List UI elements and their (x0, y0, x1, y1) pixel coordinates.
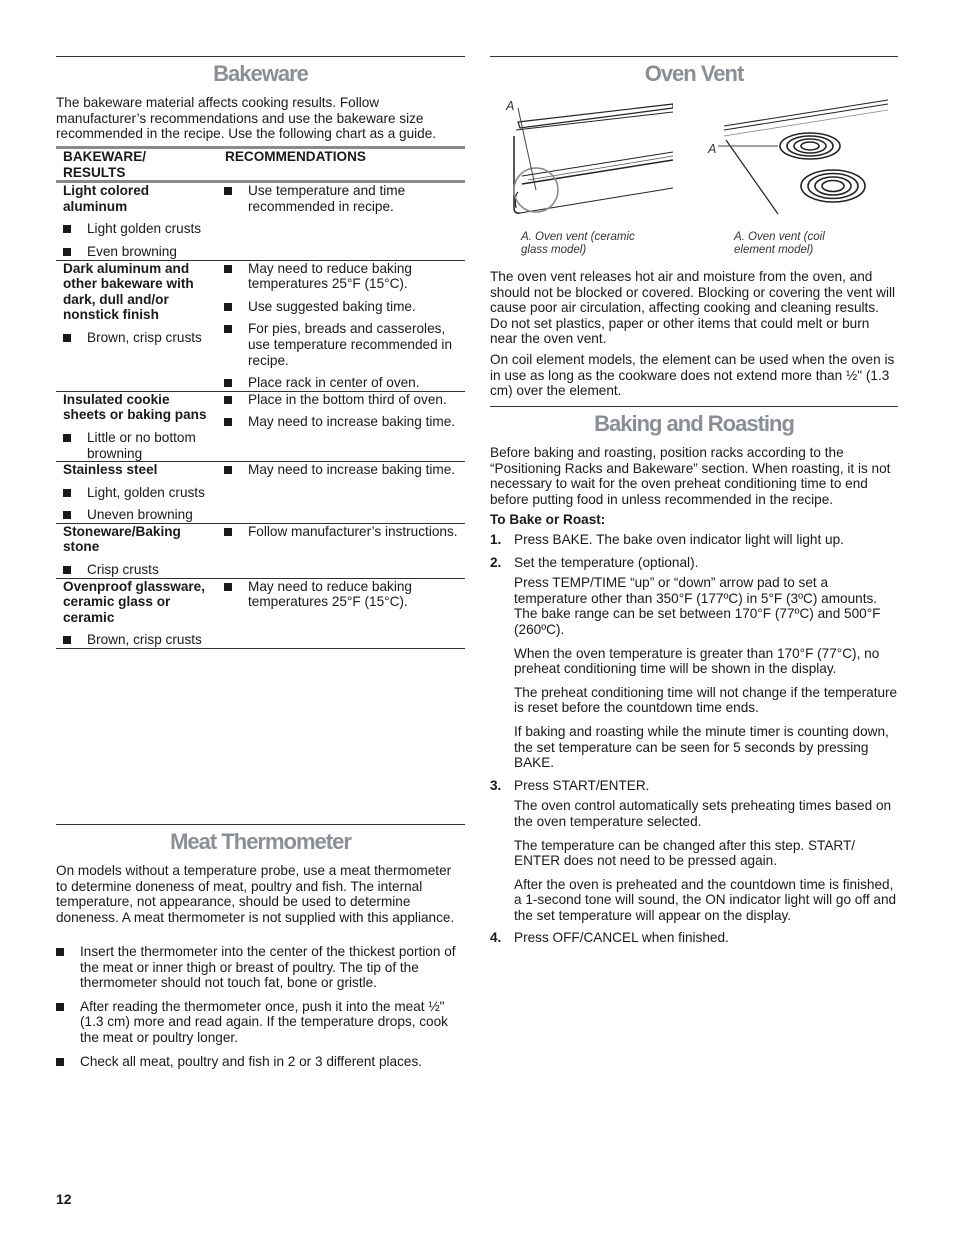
step-number: 3. (490, 777, 502, 793)
bakeware-material: Dark aluminum and other bakeware with dark, dull and/or nonstick finish (63, 260, 194, 323)
meat-thermometer-bullet: After reading the thermometer once, push it into the meat ½" (1.3 cm) more and read again. If the temperature drops, cook the meat or poultry longer. (56, 999, 465, 1046)
bakeware-recommendation-item: May need to reduce baking temperatures 25°F (15°C). (224, 261, 465, 292)
bakeware-recommendations-list (224, 261, 465, 391)
bakeware-title: Bakeware (213, 61, 308, 86)
meat-thermometer-title: Meat Thermometer (170, 829, 351, 854)
bake-roast-step (490, 930, 898, 946)
bakeware-table-row (56, 578, 465, 648)
bakeware-recommendations-list (224, 183, 465, 214)
meat-thermometer-bullet: Check all meat, poultry and fish in 2 or 3 different places. (56, 1054, 465, 1070)
bakeware-recommendations-list (224, 524, 465, 540)
bake-roast-step (490, 778, 898, 924)
section-divider (56, 56, 465, 57)
bakeware-result-item: Uneven browning (63, 507, 212, 523)
meat-thermometer-bullet: Insert the thermometer into the center of the thickest portion of the meat or inner thigh or breast of poultry. The tip of the thermometer should not touch fat, bone or gristle. (56, 944, 465, 991)
step-detail: The preheat conditioning time will not change if the temperature is reset before the countdown time ends. (514, 684, 898, 716)
bake-roast-step (490, 555, 898, 771)
bakeware-recommendation-item: Place rack in center of oven. (224, 375, 465, 391)
bakeware-table (56, 146, 465, 649)
step-detail: The temperature can be changed after this step. START/ ENTER does not need to be pressed again. (514, 837, 856, 869)
bakeware-recommendation-item: Use suggested baking time. (224, 299, 465, 315)
step-text: Press OFF/CANCEL when finished. (514, 930, 729, 946)
bakeware-result-item: Light, golden crusts (63, 485, 212, 501)
bakeware-result-item: Brown, crisp crusts (63, 330, 212, 346)
bakeware-recommendations-list (224, 392, 465, 430)
oven-vent-coil-illustration (718, 96, 893, 221)
oven-vent-paragraph-2: On coil element models, the element can be used when the oven is in use as long as the cookware does not extend more than ½" (1.3 cm) over the element. (490, 352, 895, 399)
step-detail: The oven control automatically sets preheating times based on the oven temperature selected. (514, 798, 892, 829)
bakeware-result-item: Brown, crisp crusts (63, 632, 212, 648)
baking-roasting-title: Baking and Roasting (594, 411, 794, 436)
bakeware-recommendation-item: For pies, breads and casseroles, use temperature recommended in recipe. (224, 321, 465, 368)
bakeware-material: Light colored aluminum (63, 183, 150, 214)
step-text: Press BAKE. The bake oven indicator light will light up. (514, 532, 844, 547)
bake-roast-subheading: To Bake or Roast: (490, 512, 606, 527)
bakeware-table-row (56, 260, 465, 391)
bakeware-result-item: Crisp crusts (63, 562, 212, 578)
bakeware-table-row (56, 523, 465, 578)
step-detail: When the oven temperature is greater than 170°F (77°C), no preheat conditioning time will be shown in the display. (514, 645, 880, 677)
caption-coil: A. Oven vent (coil element model) (734, 231, 825, 256)
bakeware-results-list (63, 485, 212, 523)
step-text: Set the temperature (optional). (514, 554, 699, 570)
bakeware-results-list (63, 430, 212, 461)
bakeware-intro: The bakeware material affects cooking results. Follow manufacturer’s recommendations and use the bakeware size recommended in the recipe. Use the following chart as a guide. (56, 95, 437, 142)
header-recommendations: RECOMMENDATIONS (225, 149, 366, 164)
bakeware-results-list (63, 330, 212, 346)
bakeware-material: Ovenproof glassware, ceramic glass or ceramic (63, 578, 206, 625)
bakeware-material: Stainless steel (63, 462, 158, 478)
oven-vent-ceramic-illustration (498, 96, 673, 221)
bakeware-result-item: Light golden crusts (63, 221, 212, 237)
bakeware-recommendation-item: Use temperature and time recommended in recipe. (224, 183, 465, 214)
oven-vent-title: Oven Vent (644, 61, 744, 86)
bakeware-results-list (63, 221, 212, 259)
bakeware-table-row (56, 182, 465, 260)
bake-roast-step (490, 532, 898, 548)
bakeware-table-row (56, 462, 465, 524)
step-detail: If baking and roasting while the minute timer is counting down, the set temperature can be seen for 5 seconds by pressing BAKE. (514, 723, 889, 771)
step-text: Press START/ENTER. (514, 777, 650, 793)
page-number: 12 (56, 1191, 72, 1207)
bakeware-table-row (56, 391, 465, 461)
bakeware-results-list (63, 632, 212, 648)
meat-thermometer-list (56, 944, 465, 1069)
step-number: 4. (490, 930, 502, 946)
caption-ceramic: A. Oven vent (ceramic glass model) (521, 231, 635, 256)
step-number: 1. (490, 532, 502, 547)
figure-label-a-left: A (506, 99, 515, 113)
bakeware-recommendation-item: May need to increase baking time. (224, 462, 465, 478)
bakeware-table-header (56, 148, 465, 182)
bake-roast-steps (490, 528, 898, 946)
meat-thermometer-intro: On models without a temperature probe, use a meat thermometer to determine doneness of meat, poultry and fish. The internal temperature, not appearance, should be used to determine doneness. A meat thermometer is not supplied with this appliance. (56, 863, 455, 925)
section-divider (490, 406, 898, 407)
header-bakeware-results: BAKEWARE/ RESULTS (63, 149, 147, 180)
bakeware-recommendation-item: May need to reduce baking temperatures 25°F (15°C). (224, 579, 465, 610)
section-divider (490, 56, 898, 57)
bakeware-recommendation-item: Follow manufacturer’s instructions. (224, 524, 465, 540)
figure-label-a-right: A (708, 142, 717, 156)
bakeware-recommendations-list (224, 579, 465, 610)
step-detail: Press TEMP/TIME “up” or “down” arrow pad to set a temperature other than 350°F (177ºC) in 5°F (3ºC) amounts. The bake range can be set between 170°F (77ºC) and 500°F (260ºC). (514, 575, 881, 637)
bakeware-result-item: Little or no bottom browning (63, 430, 212, 461)
bakeware-results-list (63, 562, 212, 578)
step-number: 2. (490, 554, 502, 570)
oven-vent-paragraph-1: The oven vent releases hot air and moisture from the oven, and should not be blocked or covered. Blocking or covering the vent will cause poor air circulation, affecting cooking and cleaning results. Do not set plastics, paper or other items that could melt or burn near the oven vent. (490, 269, 896, 347)
bakeware-material: Insulated cookie sheets or baking pans (63, 391, 207, 423)
baking-roasting-intro: Before baking and roasting, position racks according to the “Positioning Racks and Bakeware” section. When roasting, it is not necessary to wait for the oven preheat conditioning time to end before putting food in unless recommended in the recipe. (490, 445, 891, 507)
bakeware-recommendation-item: May need to increase baking time. (224, 414, 465, 430)
bakeware-recommendations-list (224, 462, 465, 478)
section-divider (56, 824, 465, 825)
bakeware-material: Stoneware/Baking stone (63, 523, 181, 555)
bakeware-result-item: Even browning (63, 244, 212, 260)
bakeware-recommendation-item: Place in the bottom third of oven. (224, 392, 465, 408)
step-detail: After the oven is preheated and the countdown time is finished, a 1-second tone will sound, the ON indicator light will go off and the set temperature will appear on the display. (514, 876, 897, 923)
